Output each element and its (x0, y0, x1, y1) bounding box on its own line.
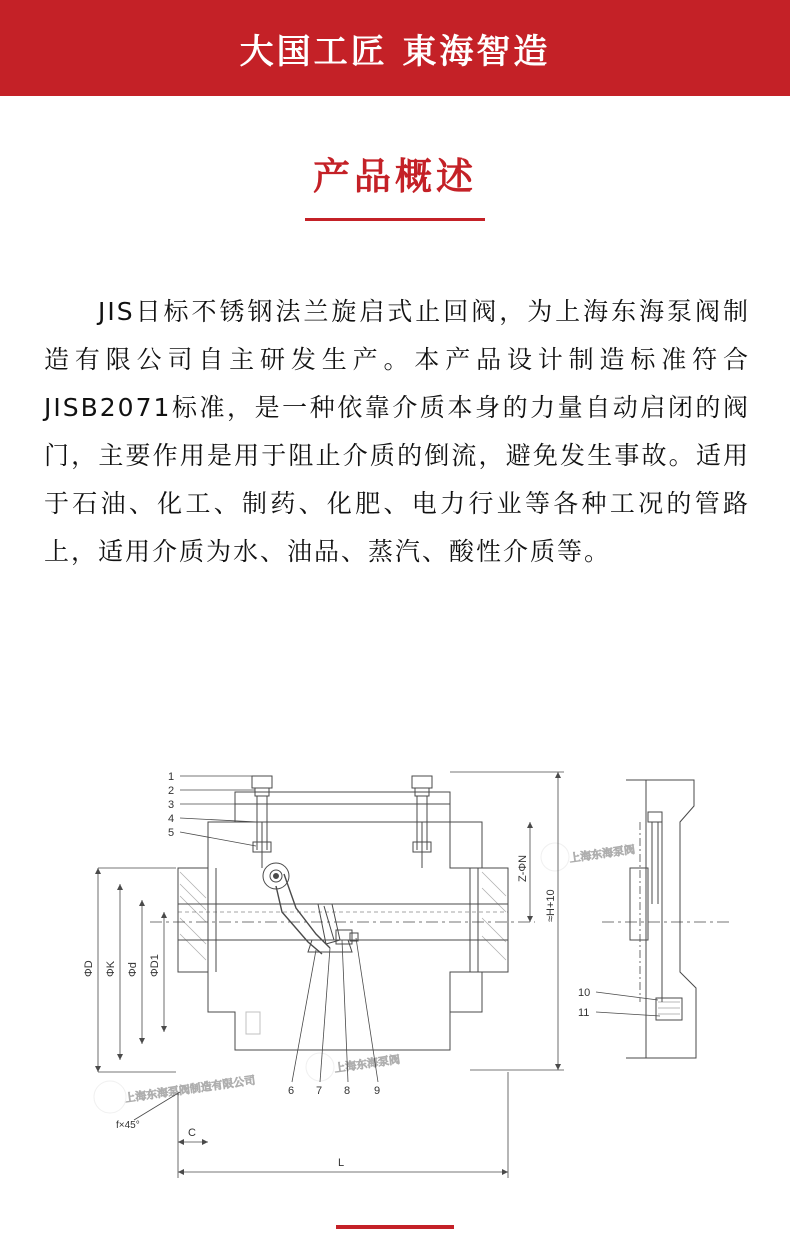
dimension-bore: ΦD1 (149, 954, 161, 977)
banner-title: 大国工匠 東海智造 (239, 31, 551, 72)
right-dimensions (450, 772, 564, 1070)
part-callouts-bottom (288, 938, 380, 1097)
side-view (602, 780, 730, 1058)
dimension-bolt-holes: Z-ΦN (517, 854, 529, 882)
watermark-text: 上海东海泵阀 (333, 1052, 401, 1075)
overview-paragraph: JIS日标不锈钢法兰旋启式止回阀，为上海东海泵阀制造有限公司自主研发生产。本产品设计制造标准符合JISB2071标准，是一种依靠介质本身的力量自动启闭的阀门，主要作用是用于阻止介质的倒流，避免发生事故。适用于石油、化工、制药、化肥、电力行业等各种工况的管路上，适用介质为水、油品、蒸汽、酸性介质等。 (44, 297, 750, 566)
watermark-text: 上海东海泵阀 (568, 842, 636, 865)
dimension-chamfer: f×45° (116, 1120, 140, 1131)
footer-accent-rule (336, 1225, 454, 1229)
part-number-9: 9 (374, 1085, 381, 1097)
part-number-8: 8 (344, 1085, 351, 1097)
page-title: 产品概述 (313, 155, 477, 198)
part-number-6: 6 (288, 1085, 295, 1097)
part-number-4: 4 (168, 813, 175, 825)
dimension-outer-diameter: ΦD (83, 960, 95, 977)
header-banner (0, 0, 790, 96)
left-dimensions (83, 868, 176, 1072)
part-number-10: 10 (578, 987, 591, 999)
part-number-2: 2 (168, 785, 175, 797)
part-number-1: 1 (168, 771, 175, 783)
dimension-face-thickness: C (188, 1127, 196, 1139)
watermark-text: 上海东海泵阀制造有限公司 (123, 1073, 257, 1105)
valve-drawing (30, 672, 760, 1192)
section-header (0, 150, 790, 221)
part-number-3: 3 (168, 799, 175, 811)
part-number-5: 5 (168, 827, 175, 839)
dimension-bolt-circle: ΦK (105, 960, 117, 977)
part-number-7: 7 (316, 1085, 323, 1097)
dimension-raised-face: Φd (127, 962, 139, 977)
dimension-face-to-face: L (338, 1157, 345, 1169)
part-callouts-top (168, 771, 258, 846)
part-number-11: 11 (578, 1007, 590, 1019)
dimension-height: ≈H+10 (545, 889, 557, 922)
part-callouts-side (578, 987, 660, 1019)
title-underline (305, 218, 485, 221)
main-section-view (150, 776, 535, 1050)
